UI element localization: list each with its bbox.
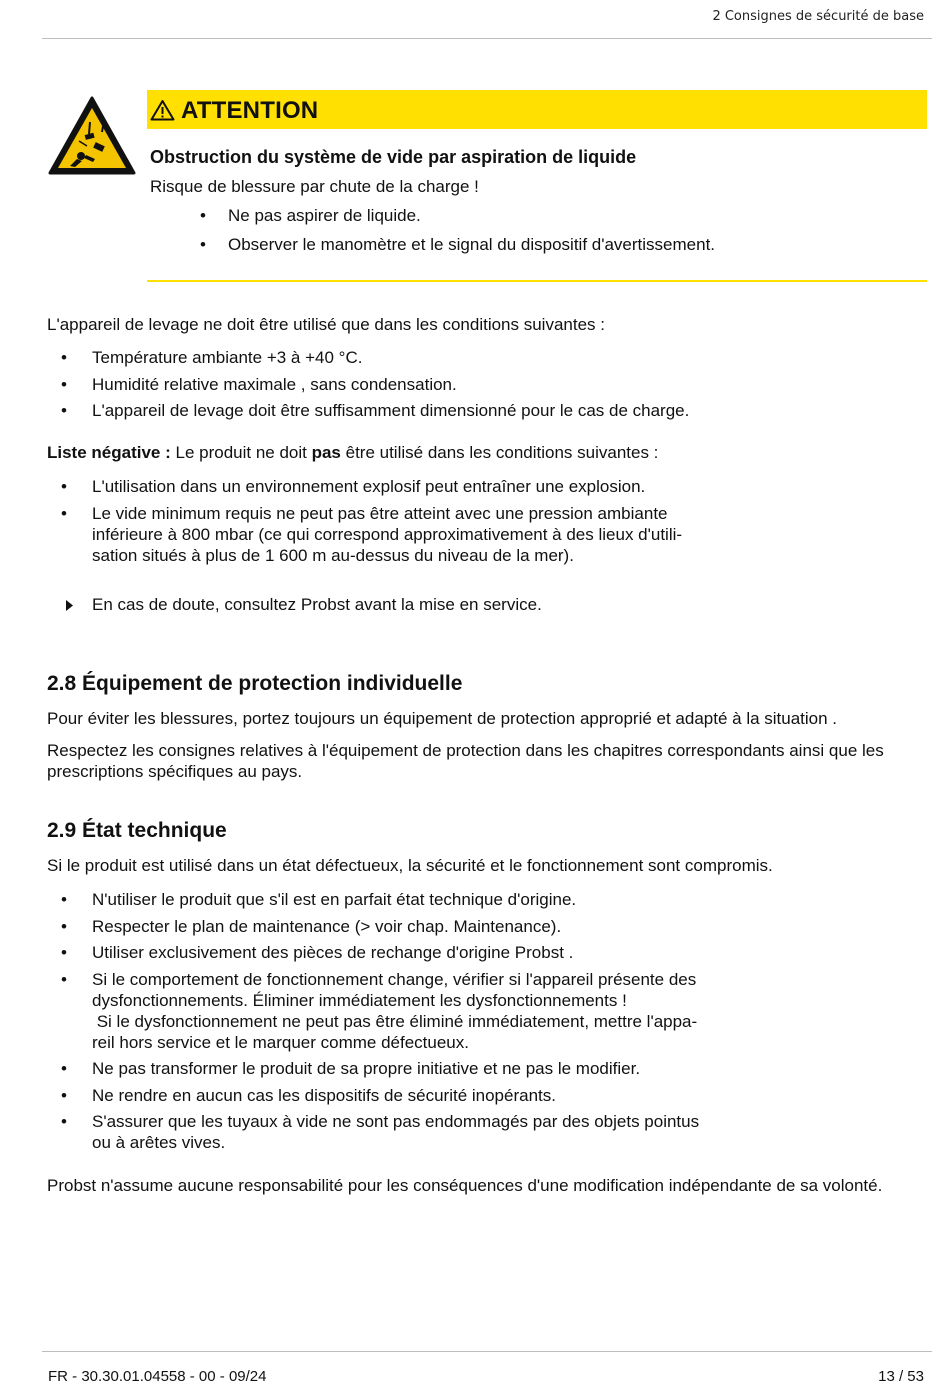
negative-list-intro: Liste négative : Le produit ne doit pas être utilisé dans les conditions suivantes : — [47, 443, 659, 462]
disclaimer: Probst n'assume aucune responsabilité pour les conséquences d'une modification indépendante de sa volonté. — [47, 1176, 883, 1195]
technical-state-list — [47, 889, 699, 1159]
chapter-header: 2 Consignes de sécurité de base — [712, 9, 924, 24]
list-item: • Le vide minimum requis ne peut pas être atteint avec une pression ambiante inférieure à 800 mbar (ce qui correspond approximativement à des lieux d'utili- sation situés à plus de 1 600 m au-dessus du niveau de la mer). — [61, 503, 683, 565]
list-item: • S'assurer que les tuyaux à vide ne sont pas endommagés par des objets pointus ou à arêtes vives. — [61, 1112, 700, 1152]
page-number: 13 / 53 — [878, 1368, 924, 1385]
warning-triangle-icon — [150, 99, 175, 121]
hazard-risk: Risque de blessure par chute de la charge ! — [150, 177, 479, 196]
list-item: • L'utilisation dans un environnement explosif peut entraîner une explosion. — [61, 477, 646, 496]
list-item: • Respecter le plan de maintenance (> voir chap. Maintenance). — [61, 916, 562, 936]
list-item: • Ne pas aspirer de liquide. — [200, 206, 421, 225]
list-item: • Ne pas transformer le produit de sa propre initiative et ne pas le modifier. — [61, 1059, 641, 1078]
warning-end-rule — [147, 280, 927, 282]
negative-list — [47, 476, 682, 571]
instruction-arrow-icon — [66, 600, 73, 611]
section-2-9-intro: Si le produit est utilisé dans un état défectueux, la sécurité et le fonctionnement sont compromis. — [47, 856, 773, 875]
attention-banner — [147, 90, 927, 129]
list-item: • Humidité relative maximale , sans condensation. — [61, 374, 457, 394]
header-rule — [42, 38, 932, 39]
list-item: • Ne rendre en aucun cas les dispositifs de sécurité inopérants. — [61, 1085, 556, 1105]
section-2-8-paragraph-2: Respectez les consignes relatives à l'équipement de protection dans les chapitres correspondants ainsi que les prescriptions spécifiques au pays. — [47, 741, 884, 781]
conditions-list — [47, 347, 689, 427]
list-item: • Si le comportement de fonctionnement change, vérifier si l'appareil présente des dysfonctionnements. Éliminer immédiatement les dysfonctionnements ! Si le dysfonctionnement ne peut pas être éliminé immédiatement, mettre l'appa- reil hors service et le marquer comme défectueux. — [61, 969, 698, 1052]
hazard-measures-list — [150, 205, 715, 263]
conditions-intro: L'appareil de levage ne doit être utilisé que dans les conditions suivantes : — [47, 315, 605, 334]
section-2-8-heading: 2.8 Équipement de protection individuelle — [47, 672, 463, 695]
list-item: • Température ambiante +3 à +40 °C. — [61, 348, 363, 367]
falling-load-warning-icon — [48, 96, 136, 176]
list-item: • Utiliser exclusivement des pièces de rechange d'origine Probst . — [61, 943, 574, 962]
list-item: • N'utiliser le produit que s'il est en parfait état technique d'origine. — [61, 890, 577, 909]
hazard-title: Obstruction du système de vide par aspiration de liquide — [150, 147, 637, 167]
section-2-8-paragraph-1: Pour éviter les blessures, portez toujours un équipement de protection approprié et adapté à la situation . — [47, 709, 838, 728]
attention-label: ATTENTION — [181, 97, 319, 124]
list-item: • L'appareil de levage doit être suffisamment dimensionné pour le cas de charge. — [61, 401, 690, 420]
section-2-9-heading: 2.9 État technique — [47, 819, 227, 842]
document-id: FR - 30.30.01.04558 - 00 - 09/24 — [48, 1368, 267, 1385]
footer-rule — [42, 1351, 932, 1352]
instruction-text: En cas de doute, consultez Probst avant la mise en service. — [92, 595, 542, 614]
negative-list-label: Liste négative : — [47, 443, 171, 462]
list-item: • Observer le manomètre et le signal du dispositif d'avertissement. — [200, 235, 716, 254]
